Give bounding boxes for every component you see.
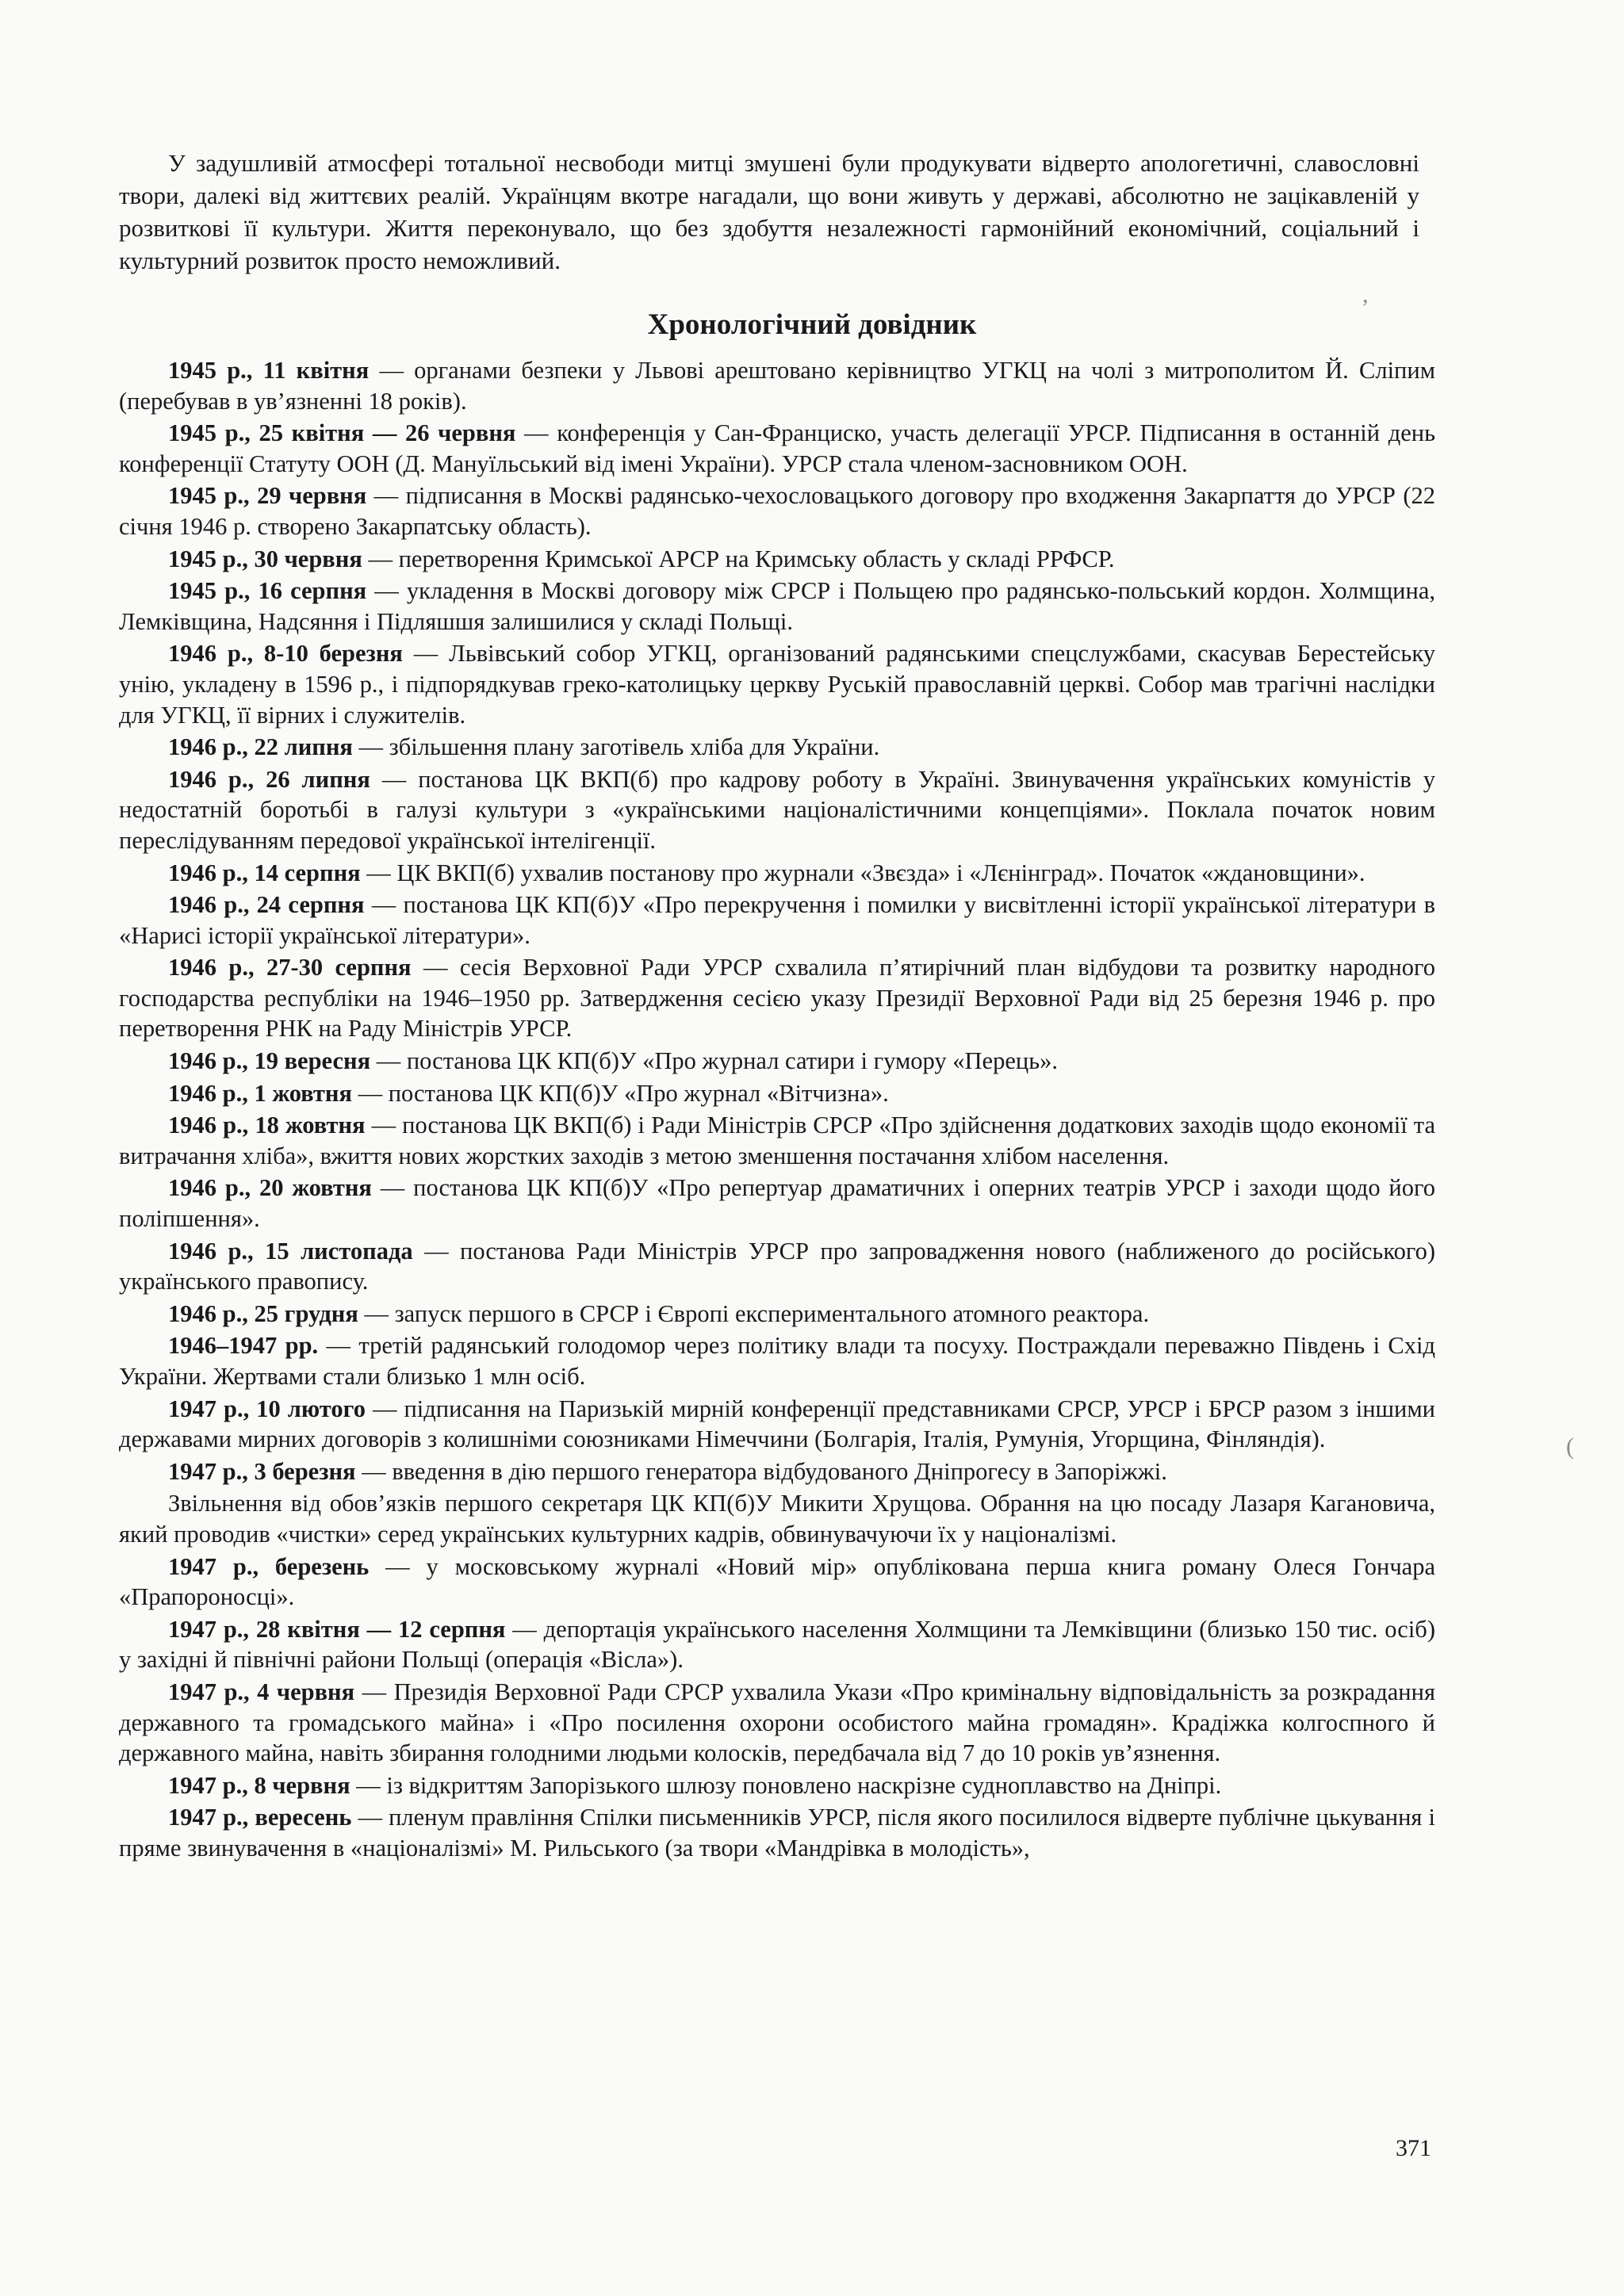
entry-text: — конференція у Сан-Франциско, участь делегації УРСР. Підписання в останній день конференції Статуту ООН (Д. Мануїльський від імені України). УРСР стала членом-засновником ООН.	[119, 419, 1435, 477]
entry-date: 1945 р., 25 квітня — 26 червня	[168, 419, 516, 447]
entry-text: — укладення в Москві договору між СРСР і Польщею про радянсько-польський кордон. Холмщина, Лемківщина, Надсяння і Підляшшя залишилися у складі Польщі.	[119, 577, 1435, 635]
chronology-entry	[119, 1330, 1435, 1391]
entry-text: — постанова ЦК КП(б)У «Про репертуар драматичних і оперних театрів УРСР і заходи щодо його поліпшення».	[119, 1174, 1436, 1233]
entry-date: 1946 р., 14 серпня	[168, 859, 361, 886]
entry-text: — постанова Ради Міністрів УРСР про запровадження нового (наближеного до російського) українського правопису.	[119, 1237, 1435, 1295]
entry-date: 1946–1947 рр.	[168, 1332, 319, 1360]
entry-date: 1946 р., 20 жовтня	[168, 1174, 372, 1202]
chronology-entry	[119, 1299, 1435, 1330]
entry-date: 1946 р., 26 липня	[168, 765, 370, 793]
entry-date: 1947 р., вересень	[168, 1804, 352, 1831]
chronology-entry	[119, 1110, 1435, 1171]
entry-text: — збільшення плану заготівель хліба для України.	[352, 733, 880, 761]
entry-date: 1946 р., 19 вересня	[168, 1047, 371, 1075]
entry-text: — ЦК ВКП(б) ухвалив постанову про журнали «Звєзда» і «Лєнінград». Початок «ждановщини».	[360, 859, 1365, 886]
entry-text: — підписання в Москві радянсько-чехословацького договору про входження Закарпаття до УРСР (22 січня 1946 р. створено Закарпатську область).	[119, 482, 1435, 540]
chronology-entry	[119, 1078, 1435, 1109]
chronology-entry	[119, 1552, 1435, 1613]
entry-date: 1946 р., 18 жовтня	[168, 1112, 366, 1139]
chronology-entry	[119, 1456, 1435, 1487]
entry-date: 1946 р., 1 жовтня	[168, 1079, 352, 1107]
chronology-entry	[119, 952, 1435, 1044]
entry-date: 1947 р., березень	[168, 1552, 370, 1580]
chronology-entry	[119, 418, 1435, 479]
entry-text: — сесія Верховної Ради УРСР схвалила п’ятирічний план відбудови та розвитку народного господарства республіки на 1946–1950 рр. Затвердження сесією указу Президії Верховної Ради від 25 березня 1946 р. про перетворення РНК на Раду Міністрів УРСР.	[119, 954, 1435, 1043]
intro-paragraph: У задушливій атмосфері тотальної несвободи митці змушені були продукувати відверто апологетичні, славословні твори, далекі від життєвих реалій. Українцям вкотре нагадали, що вони живуть у державі, абсолютно не зацікавленій у розвиткові її культури. Життя переконувало, що без здобуття незалежності гармонійний економічний, соціальний і культурний розвиток просто неможливий.	[119, 149, 1419, 274]
entry-date: 1946 р., 27-30 серпня	[168, 954, 412, 982]
entry-date: 1945 р., 16 серпня	[168, 577, 367, 605]
chronology-entry	[119, 355, 1435, 416]
entry-text: — перетворення Кримської АРСР на Кримську область у складі РРФСР.	[362, 545, 1115, 572]
entry-date: 1946 р., 8-10 березня	[168, 640, 403, 668]
chronology-entry	[119, 1046, 1435, 1077]
chronology-list	[119, 355, 1435, 1866]
page-number: 371	[1396, 2135, 1431, 2161]
entry-text: — постанова ЦК ВКП(б) про кадрову роботу в Україні. Звинувачення українських комуністів у недостатній боротьбі в галузі культури з «українськими націоналістичними концепціями». Поклала початок новим переслідуванням передової української інтелігенції.	[119, 765, 1435, 854]
chronology-entry	[119, 1677, 1435, 1769]
entry-date: 1945 р., 11 квітня	[168, 357, 370, 384]
entry-date: 1947 р., 3 березня	[168, 1457, 356, 1485]
entry-text: — третій радянський голодомор через політику влади та посуху. Постраждали переважно Південь і Схід України. Жертвами стали близько 1 млн осіб.	[119, 1332, 1435, 1390]
chronology-entry	[119, 544, 1435, 575]
entry-date: 1947 р., 4 червня	[168, 1678, 355, 1705]
entry-date: 1946 р., 22 липня	[168, 733, 353, 761]
chronology-entry	[119, 638, 1435, 730]
entry-date: 1945 р., 29 червня	[168, 482, 367, 510]
chronology-entry	[119, 1394, 1435, 1455]
chronology-entry	[119, 764, 1435, 856]
entry-text: — у московському журналі «Новий мір» опублікована перша книга роману Олеся Гончара «Прапороносці».	[119, 1552, 1435, 1611]
entry-text: — запуск першого в СРСР і Європі експериментального атомного реактора.	[358, 1299, 1150, 1327]
scan-artifact: (	[1566, 1433, 1574, 1460]
entry-text: — постанова ЦК КП(б)У «Про журнал сатири і гумору «Перець».	[370, 1047, 1058, 1075]
entry-text: — введення в дію першого генератора відбудованого Дніпрогесу в Запоріжжі.	[355, 1457, 1167, 1485]
entry-text: Звільнення від обов’язків першого секретаря ЦК КП(б)У Микити Хрущова. Обрання на цю посаду Лазаря Кагановича, який проводив «чистки» серед українських культурних кадрів, обвинувачуючи їх у націоналізмі.	[119, 1490, 1435, 1548]
entry-text: — постанова ЦК ВКП(б) і Ради Міністрів СРСР «Про здійснення додаткових заходів щодо економії та витрачання хліба», вжиття нових жорстких заходів з метою зменшення постачання хлібом населення.	[119, 1112, 1436, 1169]
entry-date: 1946 р., 25 грудня	[168, 1299, 358, 1327]
section-heading: Хронологічний довідник	[647, 308, 977, 341]
entry-date: 1947 р., 10 лютого	[168, 1395, 366, 1422]
entry-date: 1946 р., 15 листопада	[168, 1237, 413, 1265]
scan-artifact: ,	[1362, 281, 1369, 308]
entry-text: — Львівський собор УГКЦ, організований радянськими спецслужбами, скасував Берестейську унію, укладену в 1596 р., і підпорядкував греко-католицьку церкву Руській православній церкві. Собор мав трагічні наслідки для УГКЦ, її вірних і служителів.	[119, 640, 1435, 729]
entry-date: 1947 р., 8 червня	[168, 1771, 350, 1799]
entry-text: — постанова ЦК КП(б)У «Про журнал «Вітчизна».	[351, 1079, 889, 1107]
chronology-entry	[119, 576, 1435, 637]
entry-text: — органами безпеки у Львові арештовано керівництво УГКЦ на чолі з митрополитом Й. Сліпим (перебував в ув’язненні 18 років).	[119, 357, 1435, 415]
chronology-entry	[119, 858, 1435, 889]
chronology-entry	[119, 1173, 1435, 1234]
entry-date: 1946 р., 24 серпня	[168, 891, 365, 919]
chronology-entry	[119, 1614, 1435, 1675]
entry-text: — пленум правління Спілки письменників УРСР, після якого посилилося відверте публічне цькування і пряме звинувачення в «націоналізмі» М. Рильського (за твори «Мандрівка в молодість»,	[119, 1804, 1435, 1862]
entry-text: — Президія Верховної Ради СРСР ухвалила Укази «Про кримінальну відповідальність за розкрадання державного та громадського майна» і «Про посилення охорони особистого майна громадян». Крадіжка колгоспного й державного майна, навіть збирання голодними людьми колосків, передбачала від 7 до 10 років ув’язнення.	[119, 1678, 1435, 1767]
chronology-entry	[119, 1802, 1435, 1863]
chronology-entry	[119, 732, 1435, 763]
entry-text: — із відкриттям Запорізького шлюзу поновлено наскрізне судноплавство на Дніпрі.	[350, 1771, 1222, 1799]
chronology-entry	[119, 1770, 1435, 1801]
chronology-entry	[119, 1236, 1435, 1297]
entry-text: — постанова ЦК КП(б)У «Про перекручення і помилки у висвітленні історії української літератури в «Нарисі історії української літератури».	[119, 891, 1435, 949]
entry-text: — підписання на Паризькій мирній конференції представниками СРСР, УРСР і БРСР разом з іншими державами мирних договорів з колишніми союзниками Німеччини (Болгарія, Італія, Румунія, Угорщина, Фінляндія).	[119, 1395, 1435, 1453]
entry-date: 1945 р., 30 червня	[168, 545, 362, 572]
chronology-entry	[119, 890, 1435, 951]
chronology-entry	[119, 480, 1435, 541]
chronology-entry	[119, 1488, 1435, 1549]
entry-text: — депортація українського населення Холмщини та Лемківщини (близько 150 тис. осіб) у західні й північні райони Польщі (операція «Вісла»).	[119, 1615, 1435, 1674]
entry-date: 1947 р., 28 квітня — 12 серпня	[168, 1615, 506, 1643]
